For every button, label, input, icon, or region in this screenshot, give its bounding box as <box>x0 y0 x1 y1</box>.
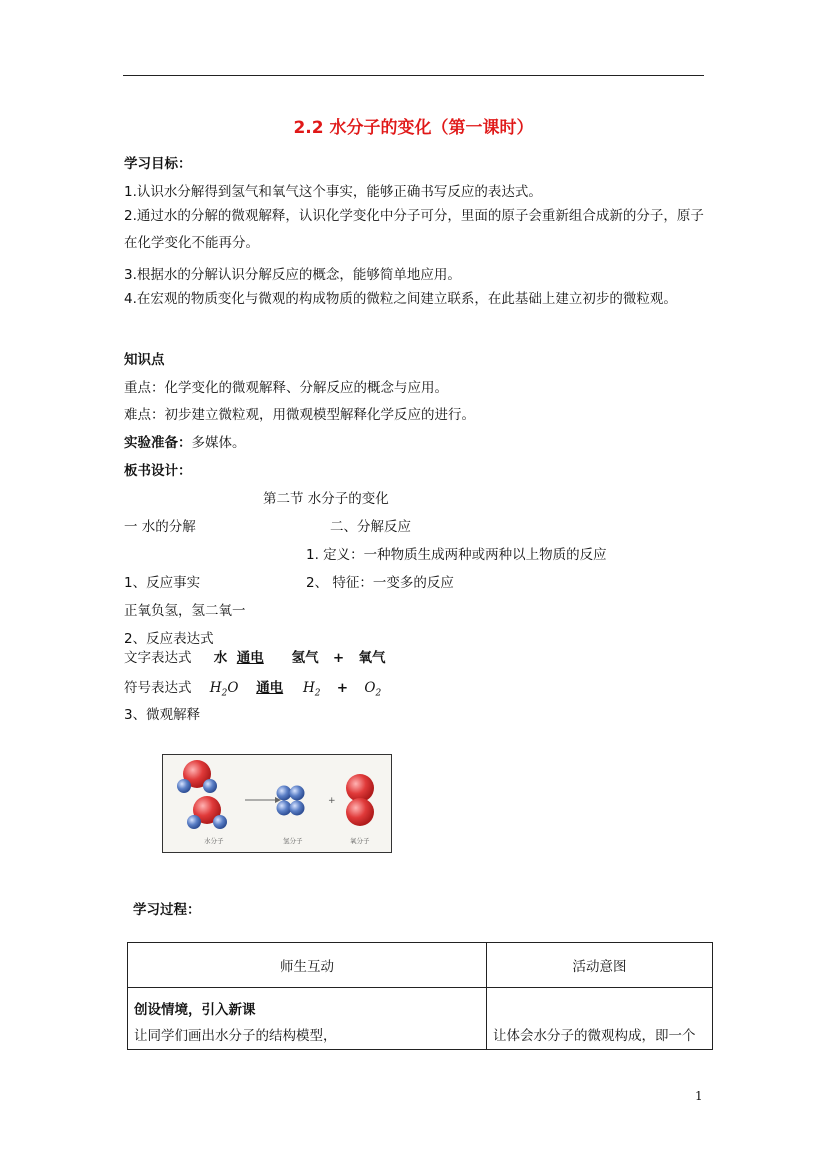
word-product-hydrogen: 氢气 <box>291 650 319 666</box>
symbol-product-hydrogen <box>302 680 321 699</box>
board-mnemonic: 正氧负氢，氢二氧一 <box>124 603 246 619</box>
symbol-o2-o: O <box>364 680 376 696</box>
process-table <box>127 942 713 1050</box>
word-equation <box>124 646 386 666</box>
prep-value: 多媒体。 <box>191 435 246 451</box>
word-product-oxygen: 氧气 <box>358 650 386 666</box>
symbol-condition: 通电 <box>256 680 284 696</box>
board-right-1: 二、分解反应 <box>330 519 411 535</box>
symbol-h2-h: H <box>302 680 315 696</box>
hydrogen-atom <box>290 801 305 816</box>
hydrogen-atom <box>203 779 217 793</box>
symbol-product-oxygen <box>364 680 382 699</box>
oxygen-atom <box>346 774 374 802</box>
table-header-purpose: 活动意图 <box>487 943 713 988</box>
board-right-definition: 1. 定义：一种物质生成两种或两种以上物质的反应 <box>306 547 607 563</box>
hydrogen-atom <box>177 779 191 793</box>
symbol-reactant-h: H <box>209 680 222 696</box>
hydrogen-atom <box>290 786 305 801</box>
label-oxygen-molecule: 氧分子 <box>350 837 370 845</box>
board-left-2: 1、反应事实 <box>124 575 201 591</box>
objective-4: 4.在宏观的物质变化与微观的构成物质的微粒之间建立联系，在此基础上建立初步的微粒观。 <box>124 291 677 307</box>
symbol-equation <box>124 676 381 699</box>
molecule-diagram <box>163 755 391 852</box>
symbol-h2-sub: 2 <box>314 688 321 699</box>
page-title: 2.2 水分子的变化（第一课时） <box>293 118 534 138</box>
molecule-figure <box>162 754 392 853</box>
key-point: 重点：化学变化的微观解释、分解反应的概念与应用。 <box>124 380 448 396</box>
objectives-heading: 学习目标： <box>124 156 192 172</box>
row-text: 让同学们画出水分子的结构模型， <box>134 1028 337 1044</box>
hydrogen-atom <box>277 786 292 801</box>
knowledge-heading: 知识点 <box>124 352 165 368</box>
row-title: 创设情境，引入新课 <box>134 1002 256 1018</box>
symbol-o2-sub: 2 <box>375 688 382 699</box>
hydrogen-atom <box>213 815 227 829</box>
table-header-row <box>128 943 713 988</box>
figure-plus-sign: + <box>328 796 336 806</box>
symbol-plus: + <box>336 680 349 696</box>
word-reactant: 水 <box>213 650 228 666</box>
symbol-equation-label: 符号表达式 <box>124 680 192 696</box>
hydrogen-atom <box>277 801 292 816</box>
table-header-interaction: 师生互动 <box>128 943 487 988</box>
difficult-point: 难点：初步建立微粒观，用微观模型解释化学反应的进行。 <box>124 407 475 423</box>
oxygen-atom <box>346 798 374 826</box>
table-cell-interaction <box>128 988 487 1050</box>
word-equation-label: 文字表达式 <box>124 650 192 666</box>
board-left-1: 一 水的分解 <box>124 519 196 535</box>
label-hydrogen-molecule: 氢分子 <box>283 837 303 845</box>
board-right-2: 2、 特征：一变多的反应 <box>306 575 454 591</box>
word-plus: + <box>332 650 345 666</box>
symbol-reactant-o: O <box>227 680 239 696</box>
board-heading: 板书设计： <box>124 463 192 479</box>
prep-label: 实验准备： <box>124 435 192 451</box>
board-expression-heading: 2、反应表达式 <box>124 631 214 647</box>
table-row <box>128 988 713 1050</box>
objective-2: 2.通过水的分解的微观解释，认识化学变化中分子可分，里面的原子会重新组合成新的分子，原子在化学变化不能再分。 <box>124 208 704 251</box>
process-heading: 学习过程： <box>133 902 201 918</box>
table-cell-purpose: 让体会水分子的微观构成，即一个 <box>487 988 713 1050</box>
page-number: 1 <box>695 1089 703 1103</box>
header-rule <box>123 75 704 76</box>
board-center-title: 第二节 水分子的变化 <box>263 491 389 507</box>
label-water-molecule: 水分子 <box>204 837 224 845</box>
word-condition: 通电 <box>236 650 264 666</box>
objective-3: 3.根据水的分解认识分解反应的概念，能够简单地应用。 <box>124 267 461 283</box>
hydrogen-atom <box>187 815 201 829</box>
prep-line <box>124 431 246 451</box>
symbol-reactant <box>209 680 239 699</box>
objective-1: 1.认识水分解得到氢气和氧气这个事实，能够正确书写反应的表达式。 <box>124 184 542 200</box>
micro-heading: 3、微观解释 <box>124 707 201 723</box>
symbol-reactant-sub: 2 <box>221 688 228 699</box>
